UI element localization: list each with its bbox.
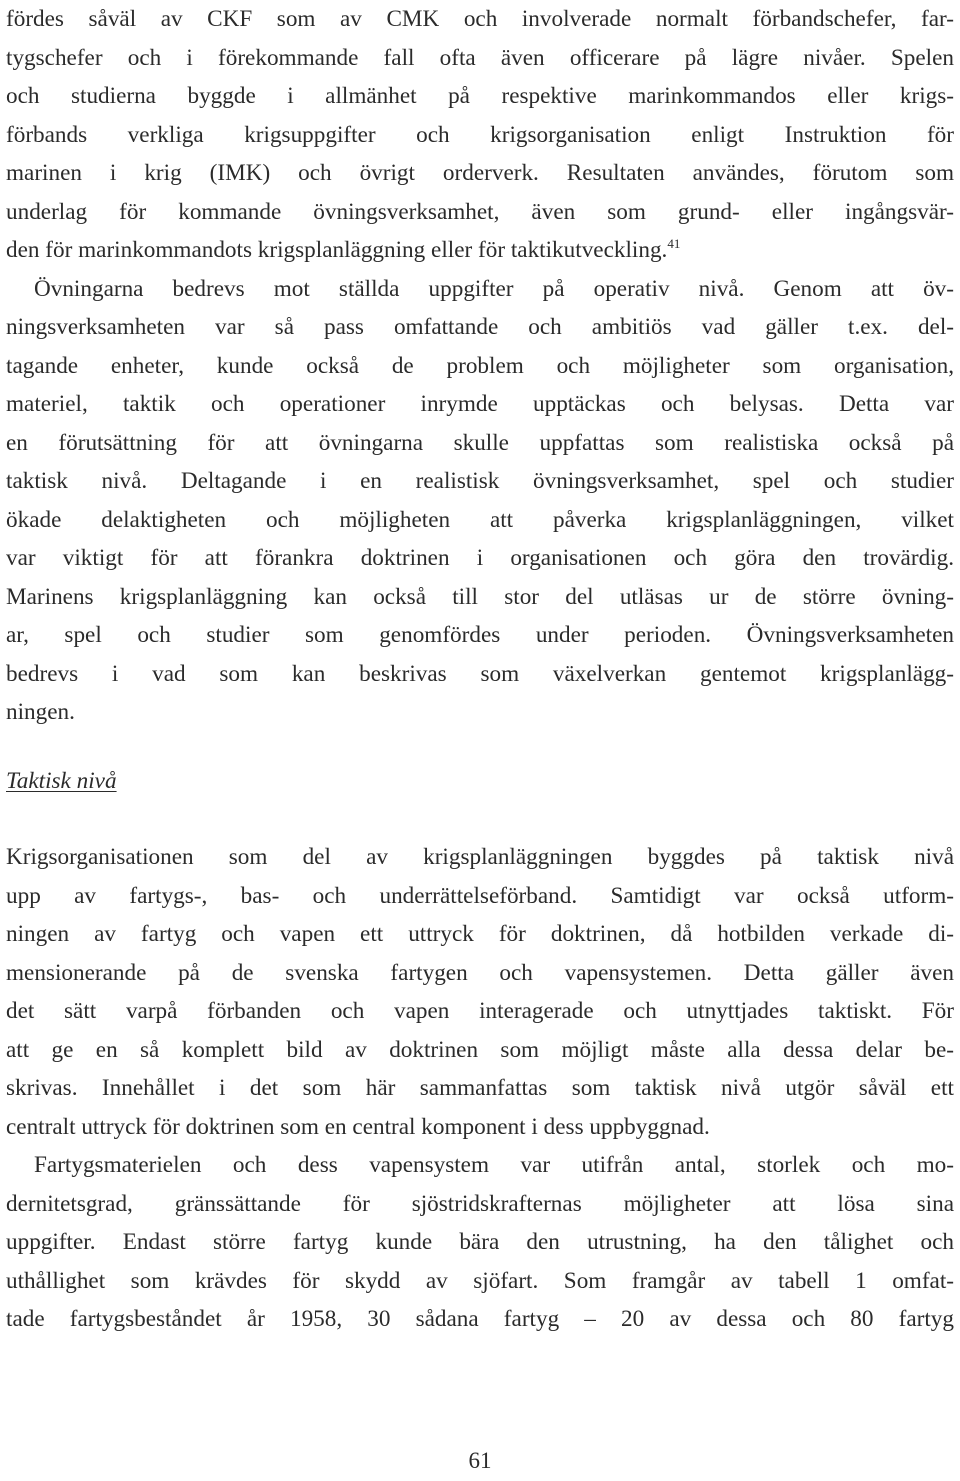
text-line: skrivas. Innehållet i det som här sammanfattas som taktisk nivå utgör såväl ett [6, 1075, 954, 1101]
text-line: tygschefer och i förekommande fall ofta även officerare på lägre nivåer. Spelen [6, 44, 954, 71]
text-line: tade fartygsbeståndet år 1958, 30 sådana fartyg – 20 av dessa och 80 fartyg [6, 1306, 954, 1332]
footnote-ref[interactable]: 41 [667, 236, 681, 251]
page-number: 61 [468, 1448, 492, 1473]
text-line: en förutsättning för att övningarna skulle uppfattas som realistiska också på [6, 429, 954, 456]
text-line: fördes såväl av CKF som av CMK och involverade normalt förbandschefer, far- [6, 6, 954, 32]
body-section-text [6, 838, 954, 1339]
text-line: materiel, taktik och operationer inrymde upptäckas och belysas. Detta var [6, 391, 954, 417]
text-line: upp av fartygs-, bas- och underrättelseförband. Samtidigt var också utform- [6, 882, 954, 909]
text-line: ningen av fartyg och vapen ett uttryck för doktrinen, då hotbilden verkade di- [6, 921, 954, 947]
text-line: Övningarna bedrevs mot ställda uppgifter på operativ nivå. Genom att öv- [34, 275, 954, 302]
text-line: förbands verkliga krigsuppgifter och krigsorganisation enligt Instruktion för [6, 121, 954, 148]
text-line: och studierna byggde i allmänhet på respektive marinkommandos eller krigs- [6, 83, 954, 109]
text-line: ningsverksamheten var så pass omfattande och ambitiös vad gäller t.ex. del- [6, 314, 954, 340]
section-heading: Taktisk nivå [6, 768, 117, 794]
text-line: det sätt varpå förbanden och vapen interagerade och utnyttjades taktiskt. För [6, 998, 954, 1024]
text-line: bedrevs i vad som kan beskrivas som växelverkan gentemot krigsplanlägg- [6, 660, 954, 687]
text-line: Marinens krigsplanläggning kan också till stor del utläsas ur de större övning- [6, 583, 954, 610]
body-paragraph-top [6, 0, 954, 732]
text-line: taktisk nivå. Deltagande i en realistisk övningsverksamhet, spel och studier [6, 468, 954, 494]
text-line: mensionerande på de svenska fartygen och vapensystemen. Detta gäller även [6, 959, 954, 986]
text-line: Fartygsmaterielen och dess vapensystem var utifrån antal, storlek och mo- [34, 1152, 954, 1178]
text-line [6, 231, 954, 270]
text-line: ar, spel och studier som genomfördes under perioden. Övningsverksamheten [6, 622, 954, 648]
text-line: ningen. [6, 699, 75, 725]
text-line: ökade delaktigheten och möjligheten att påverka krigsplanläggningen, vilket [6, 506, 954, 533]
text-line: centralt uttryck för doktrinen som en central komponent i dess uppbyggnad. [6, 1113, 710, 1140]
text-line: underlag för kommande övningsverksamhet, även som grund- eller ingångsvär- [6, 198, 954, 225]
text-line: var viktigt för att förankra doktrinen i organisationen och göra den trovärdig. [6, 545, 954, 571]
text-line: uthållighet som krävdes för skydd av sjöfart. Som framgår av tabell 1 omfat- [6, 1267, 954, 1294]
text-line: marinen i krig (IMK) och övrigt orderverk. Resultaten användes, förutom som [6, 160, 954, 186]
text-line: tagande enheter, kunde också de problem och möjligheter som organisation, [6, 352, 954, 379]
text-line-content: den för marinkommandots krigsplanläggning eller för taktikutveckling. [6, 237, 668, 263]
text-line: att ge en så komplett bild av doktrinen som möjligt måste alla dessa delar be- [6, 1036, 954, 1063]
text-line: Krigsorganisationen som del av krigsplanläggningen byggdes på taktisk nivå [6, 844, 954, 870]
text-line: dernitetsgrad, gränssättande för sjöstridskrafternas möjligheter att lösa sina [6, 1190, 954, 1217]
text-line: uppgifter. Endast större fartyg kunde bära den utrustning, ha den tålighet och [6, 1229, 954, 1255]
